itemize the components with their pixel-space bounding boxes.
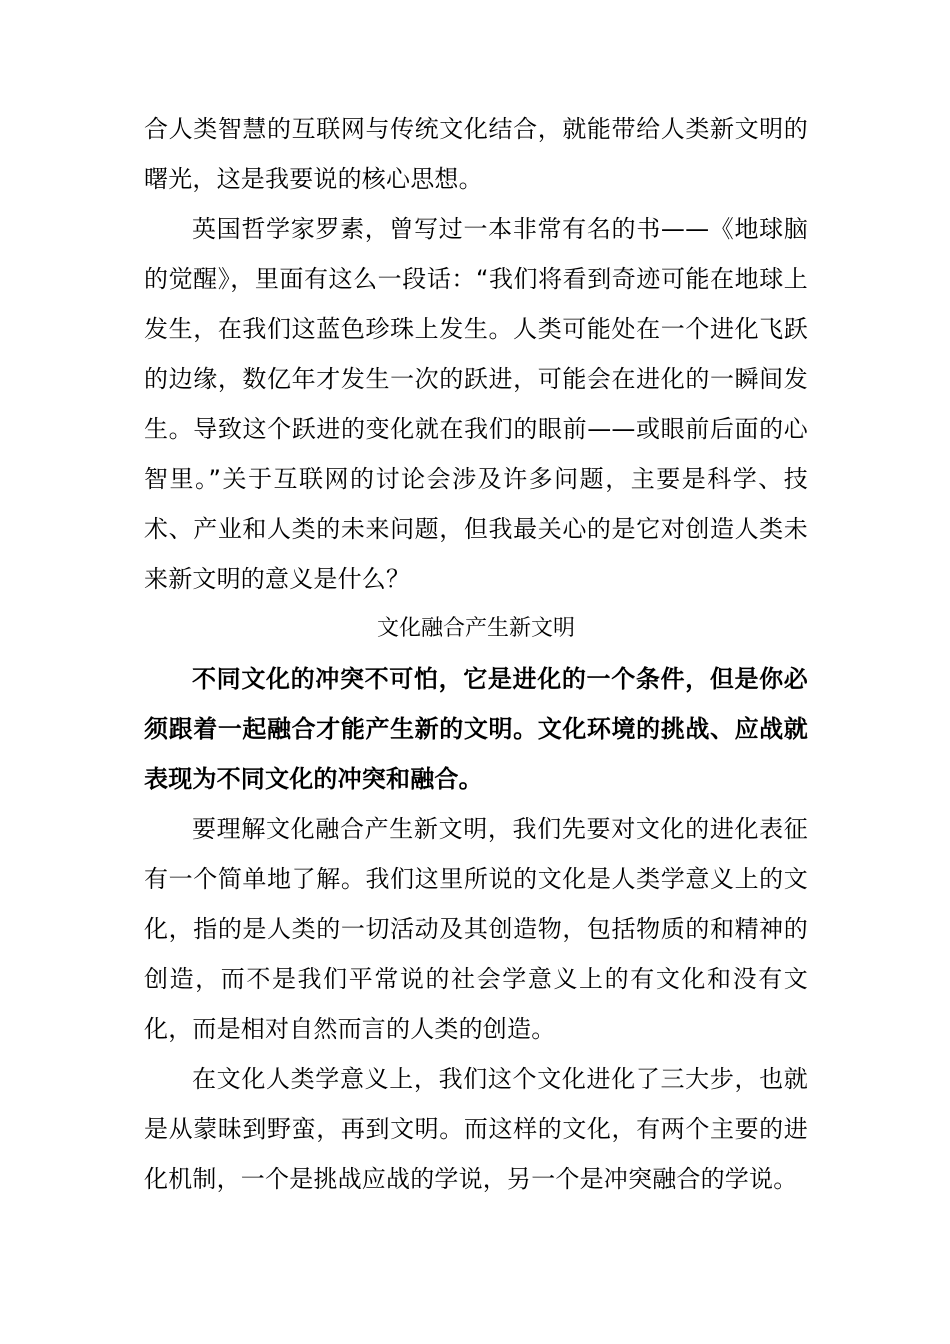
paragraph-culture-evolution: 在文化人类学意义上，我们这个文化进化了三大步，也就是从蒙昧到野蛮，再到文明。而这样的文化，有两个主要的进化机制，一个是挑战应战的学说，另一个是冲突融合的学说。 bbox=[144, 1065, 808, 1193]
paragraph-intro-continuation: 合人类智慧的互联网与传统文化结合，就能带给人类新文明的曙光，这是我要说的核心思想。 bbox=[144, 115, 808, 193]
section-heading: 文化融合产生新文明 bbox=[376, 616, 575, 641]
paragraph-russell-quote: 英国哲学家罗素，曾写过一本非常有名的书——《地球脑的觉醒》，里面有这么一段话：“我们将看到奇迹可能在地球上发生，在我们这蓝色珍珠上发生。人类可能处在一个进化飞跃的边缘，数亿年才发生一次的跃进，可能会在进化的一瞬间发生。导致这个跃进的变化就在我们的眼前——或眼前后面的心智里。”关于互联网的讨论会涉及许多问题，主要是科学、技术、产业和人类的未来问题，但我最关心的是它对创造人类未来新文明的意义是什么？ bbox=[144, 215, 808, 593]
document-page bbox=[144, 104, 808, 1204]
paragraph-bold-summary: 不同文化的冲突不可怕，它是进化的一个条件，但是你必须跟着一起融合才能产生新的文明。文化环境的挑战、应战就表现为不同文化的冲突和融合。 bbox=[144, 665, 808, 793]
paragraph-culture-definition: 要理解文化融合产生新文明，我们先要对文化的进化表征有一个简单地了解。我们这里所说的文化是人类学意义上的文化，指的是人类的一切活动及其创造物，包括物质的和精神的创造，而不是我们平常说的社会学意义上的有文化和没有文化，而是相对自然而言的人类的创造。 bbox=[144, 815, 808, 1043]
